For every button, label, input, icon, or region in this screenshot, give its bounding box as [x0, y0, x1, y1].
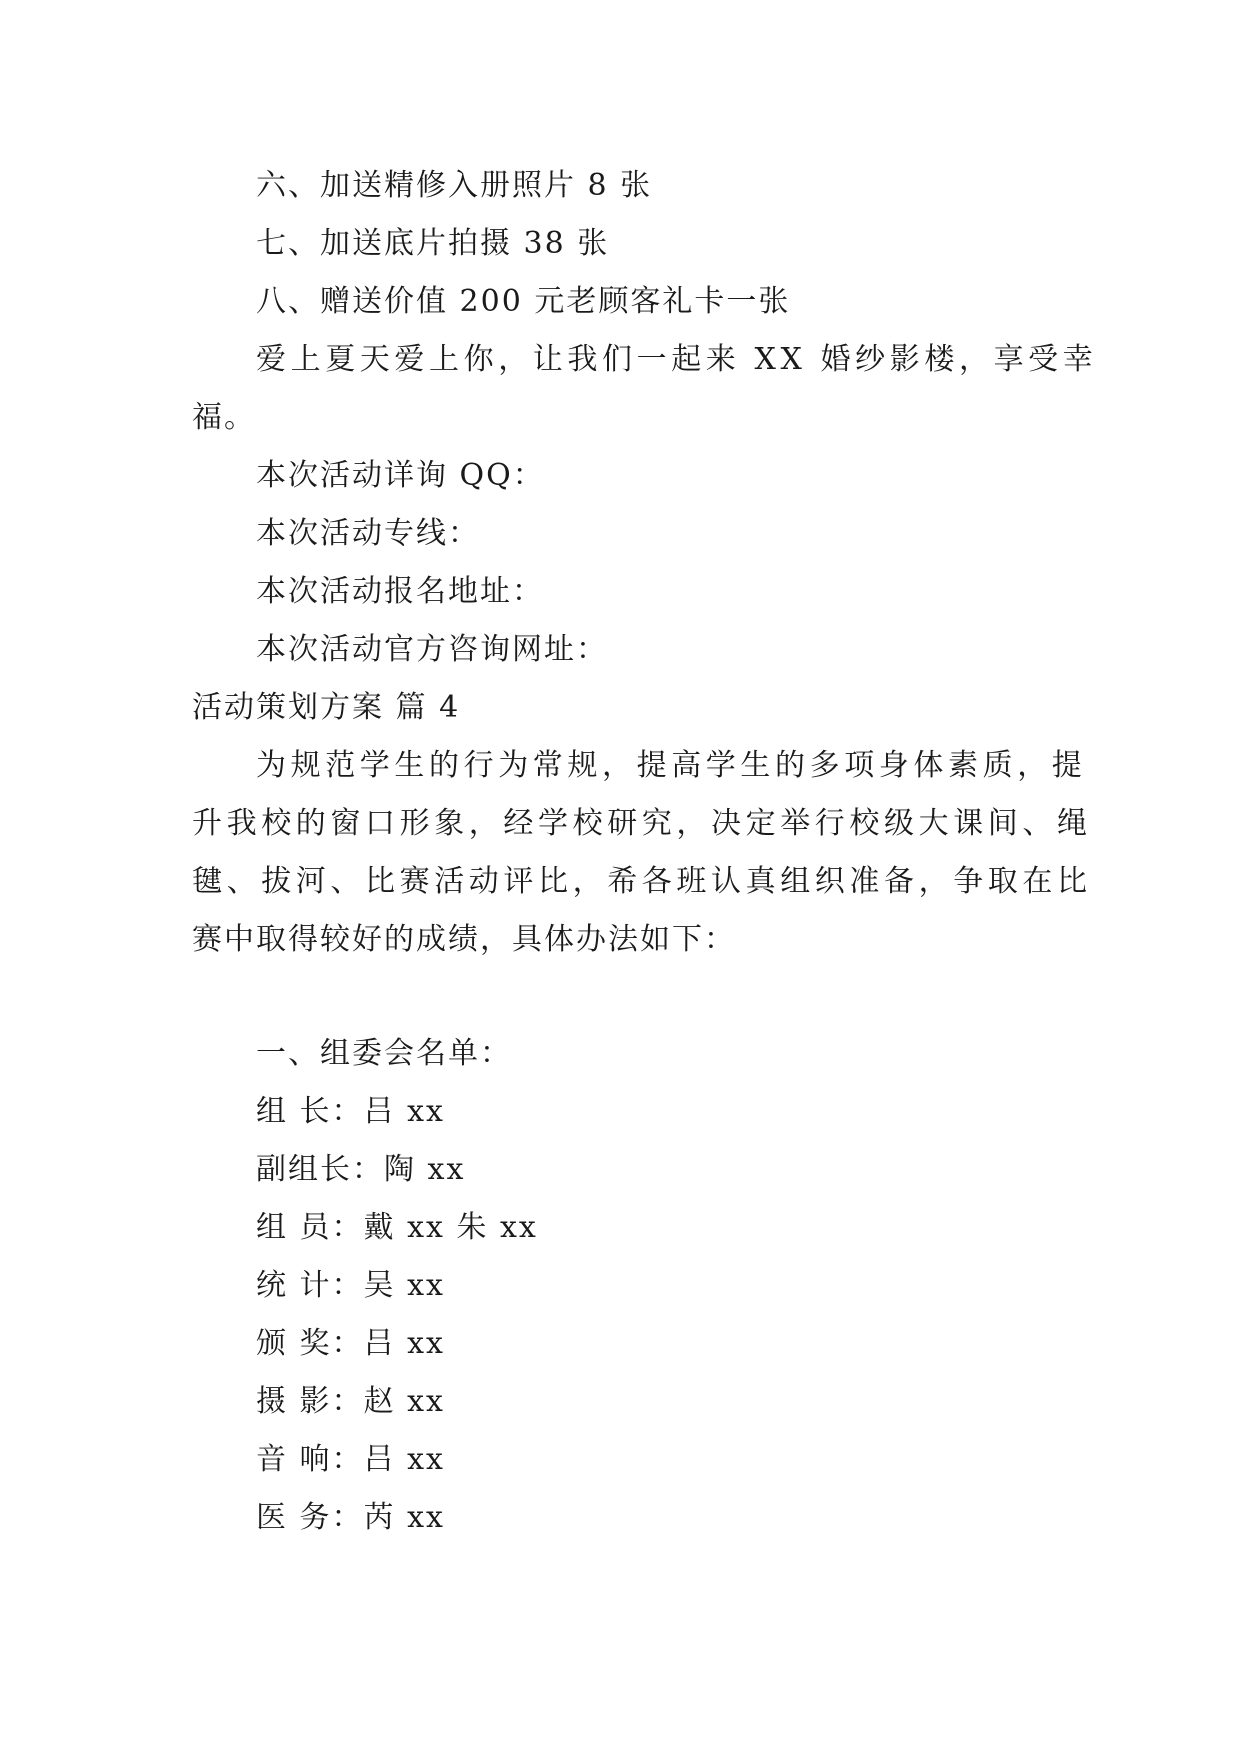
paragraph-line: 爱上夏天爱上你，让我们一起来 XX 婚纱影楼，享受幸: [256, 342, 1098, 377]
committee-member: 组 长：吕 xx: [256, 1094, 445, 1129]
paragraph-line: 赛中取得较好的成绩，具体办法如下：: [192, 922, 736, 957]
contact-qq: 本次活动详询 QQ：: [256, 458, 545, 493]
committee-member: 摄 影：赵 xx: [256, 1384, 445, 1419]
contact-hotline: 本次活动专线：: [256, 516, 480, 551]
section-heading: 活动策划方案 篇 4: [192, 690, 461, 725]
committee-member: 音 响：吕 xx: [256, 1442, 445, 1477]
committee-title: 一、组委会名单：: [256, 1036, 512, 1071]
list-item-seven: 七、加送底片拍摄 38 张: [256, 226, 610, 261]
paragraph-line: 福。: [192, 400, 256, 435]
paragraph-line: 为规范学生的行为常规，提高学生的多项身体素质，提: [256, 748, 1087, 783]
contact-website: 本次活动官方咨询网址：: [256, 632, 608, 667]
committee-member: 医 务：芮 xx: [256, 1500, 445, 1535]
contact-address: 本次活动报名地址：: [256, 574, 544, 609]
list-item-eight: 八、赠送价值 200 元老顾客礼卡一张: [256, 284, 791, 319]
committee-member: 颁 奖：吕 xx: [256, 1326, 445, 1361]
committee-member: 组 员：戴 xx 朱 xx: [256, 1210, 538, 1245]
paragraph-line: 毽、拔河、比赛活动评比，希各班认真组织准备，争取在比: [192, 864, 1092, 899]
committee-member: 统 计：吴 xx: [256, 1268, 445, 1303]
list-item-six: 六、加送精修入册照片 8 张: [256, 168, 653, 203]
committee-member: 副组长：陶 xx: [256, 1152, 466, 1187]
paragraph-line: 升我校的窗口形象，经学校研究，决定举行校级大课间、绳: [192, 806, 1092, 841]
